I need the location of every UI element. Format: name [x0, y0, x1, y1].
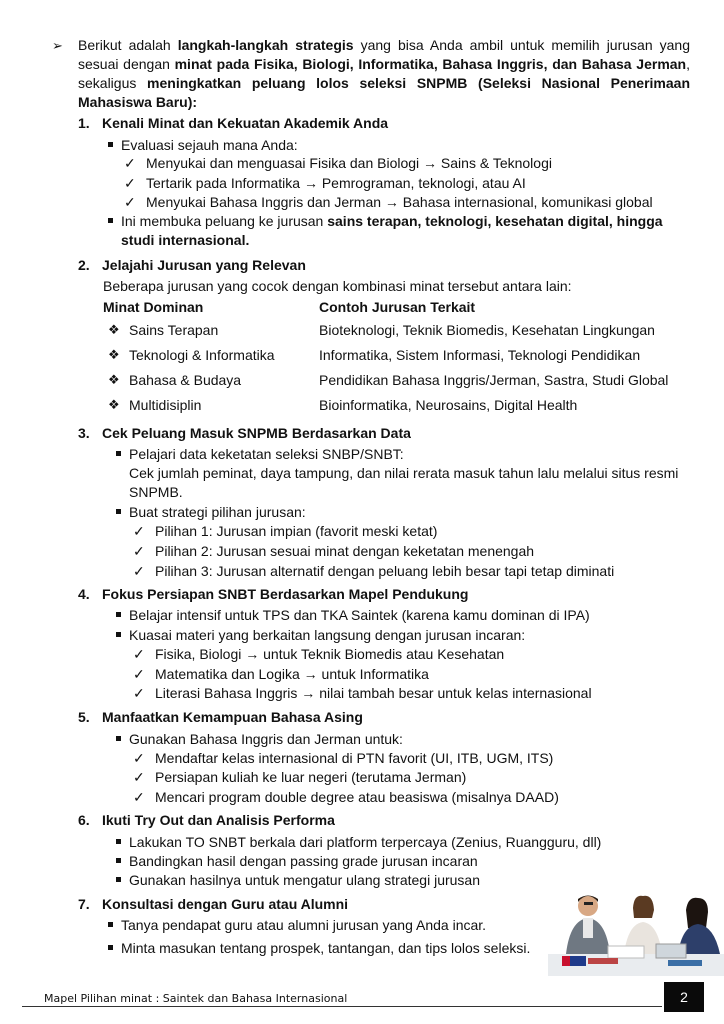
- check-icon: ✓: [133, 750, 145, 766]
- check-icon: ✓: [133, 523, 145, 539]
- bullet-text: Kuasai materi yang berkaitan langsung dengan jurusan incaran:: [129, 627, 526, 643]
- check-icon: ✓: [124, 175, 136, 191]
- check-item: Tertarik pada Informatika → Pemrograman, teknologi, atau AI: [146, 175, 526, 191]
- section-title: Manfaatkan Kemampuan Bahasa Asing: [102, 709, 363, 725]
- intro-paragraph: [78, 36, 690, 112]
- bullet-text: Evaluasi sejauh mana Anda:: [121, 137, 298, 153]
- check-item: Persiapan kuliah ke luar negeri (terutama Jerman): [155, 769, 467, 785]
- check-item: Pilihan 3: Jurusan alternatif dengan peluang lebih besar tapi tetap diminati: [155, 563, 615, 579]
- bullet-text: Gunakan Bahasa Inggris dan Jerman untuk:: [129, 731, 403, 747]
- section-number: 5.: [78, 709, 90, 725]
- check-icon: ✓: [133, 563, 145, 579]
- table-cell-minat: Bahasa & Budaya: [129, 372, 242, 388]
- square-bullet-icon: [116, 877, 121, 882]
- bullet-text: Gunakan hasilnya untuk mengatur ulang strategi jurusan: [129, 872, 480, 888]
- check-icon: ✓: [133, 769, 145, 785]
- square-bullet-icon: [116, 612, 121, 617]
- footer-divider: [22, 1006, 662, 1007]
- section-title: Ikuti Try Out dan Analisis Performa: [102, 812, 335, 828]
- bullet-text: Belajar intensif untuk TPS dan TKA Saintek (karena kamu dominan di IPA): [129, 607, 590, 623]
- intro-text: yang bisa Anda ambil untuk memilih jurusan yang sesuai dengan: [78, 37, 690, 72]
- table-cell-minat: Multidisiplin: [129, 397, 202, 413]
- check-item: Pilihan 2: Jurusan sesuai minat dengan keketatan menengah: [155, 543, 535, 559]
- footer-title: Mapel Pilihan minat : Saintek dan Bahasa Internasional: [44, 992, 348, 1005]
- check-icon: ✓: [124, 155, 136, 171]
- section-3-heading: [78, 424, 411, 442]
- intro-bold: langkah-langkah strategis: [177, 37, 354, 53]
- square-bullet-icon: [116, 736, 121, 741]
- section-number: 7.: [78, 896, 90, 912]
- diamond-bullet-icon: ❖: [108, 347, 120, 362]
- students-photo: [548, 888, 724, 976]
- check-icon: ✓: [133, 666, 145, 682]
- table-cell-minat: Teknologi & Informatika: [129, 347, 275, 363]
- table-cell-jurusan: Bioteknologi, Teknik Biomedis, Kesehatan Lingkungan: [319, 322, 655, 338]
- square-bullet-icon: [116, 451, 121, 456]
- diamond-bullet-icon: ❖: [108, 322, 120, 337]
- bullet-text-plain: Ini membuka peluang ke jurusan: [121, 213, 328, 229]
- intro-bold: minat pada Fisika, Biologi, Informatika, Bahasa Inggris, dan Bahasa Jerman: [174, 56, 687, 72]
- square-bullet-icon: [116, 509, 121, 514]
- square-bullet-icon: [116, 632, 121, 637]
- section-number: 6.: [78, 812, 90, 828]
- square-bullet-icon: [108, 945, 113, 950]
- section-number: 1.: [78, 115, 90, 131]
- check-icon: ✓: [133, 543, 145, 559]
- section-5-heading: [78, 708, 363, 726]
- section-4-heading: [78, 585, 468, 603]
- check-icon: ✓: [124, 194, 136, 210]
- check-item: Menyukai Bahasa Inggris dan Jerman → Bahasa internasional, komunikasi global: [146, 194, 653, 210]
- section-1-heading: [78, 114, 388, 132]
- section-2-heading: [78, 256, 306, 274]
- check-icon: ✓: [133, 789, 145, 805]
- table-cell-jurusan: Bioinformatika, Neurosains, Digital Health: [319, 397, 578, 413]
- section-number: 2.: [78, 257, 90, 273]
- table-cell-jurusan: Informatika, Sistem Informasi, Teknologi Pendidikan: [319, 347, 641, 363]
- section-title: Jelajahi Jurusan yang Relevan: [102, 257, 306, 273]
- square-bullet-icon: [116, 858, 121, 863]
- bullet-text: Cek jumlah peminat, daya tampung, dan nilai rerata masuk tahun lalu melalui situs resmi: [129, 465, 679, 481]
- section-number: 4.: [78, 586, 90, 602]
- check-item: Mencari program double degree atau beasiswa (misalnya DAAD): [155, 789, 559, 805]
- section-number: 3.: [78, 425, 90, 441]
- table-cell-minat: Sains Terapan: [129, 322, 219, 338]
- diamond-bullet-icon: ❖: [108, 372, 120, 387]
- bullet-text: Buat strategi pilihan jurusan:: [129, 504, 306, 520]
- intro-text: , sekaligus: [78, 56, 690, 91]
- check-item: Menyukai dan menguasai Fisika dan Biologi → Sains & Teknologi: [146, 155, 552, 171]
- bullet-text: Minta masukan tentang prospek, tantangan, dan tips lolos seleksi.: [121, 940, 531, 956]
- square-bullet-icon: [108, 142, 113, 147]
- intro-text: Berikut adalah: [78, 37, 178, 53]
- check-item: Matematika dan Logika → untuk Informatika: [155, 666, 429, 682]
- check-item: Literasi Bahasa Inggris → nilai tambah besar untuk kelas internasional: [155, 685, 592, 701]
- arrow-bullet-icon: ➢: [52, 38, 63, 53]
- bullet-text: Tanya pendapat guru atau alumni jurusan yang Anda incar.: [121, 917, 487, 933]
- section-title: Konsultasi dengan Guru atau Alumni: [102, 896, 349, 912]
- table-header-jurusan: Contoh Jurusan Terkait: [319, 299, 476, 315]
- section-title: Fokus Persiapan SNBT Berdasarkan Mapel Pendukung: [102, 586, 469, 602]
- bullet-text: Lakukan TO SNBT berkala dari platform terpercaya (Zenius, Ruangguru, dll): [129, 834, 602, 850]
- bullet-text: Bandingkan hasil dengan passing grade jurusan incaran: [129, 853, 478, 869]
- section-6-heading: [78, 811, 335, 829]
- check-icon: ✓: [133, 685, 145, 701]
- section-title: Kenali Minat dan Kekuatan Akademik Anda: [102, 115, 389, 131]
- bullet-text: Pelajari data keketatan seleksi SNBP/SNBT:: [129, 446, 404, 462]
- bullet-text-bold: studi internasional.: [121, 232, 250, 248]
- check-item: Pilihan 1: Jurusan impian (favorit meski ketat): [155, 523, 438, 539]
- check-item: Fisika, Biologi → untuk Teknik Biomedis atau Kesehatan: [155, 646, 505, 662]
- diamond-bullet-icon: ❖: [108, 397, 120, 412]
- section-7-heading: [78, 895, 348, 913]
- bullet-text-bold: sains terapan, teknologi, kesehatan digital, hingga: [327, 213, 663, 229]
- page-number: 2: [664, 982, 704, 1012]
- section-title: Cek Peluang Masuk SNPMB Berdasarkan Data: [102, 425, 411, 441]
- square-bullet-icon: [108, 922, 113, 927]
- table-cell-jurusan: Pendidikan Bahasa Inggris/Jerman, Sastra, Studi Global: [319, 372, 669, 388]
- table-header-minat: Minat Dominan: [103, 299, 204, 315]
- square-bullet-icon: [108, 218, 113, 223]
- square-bullet-icon: [116, 839, 121, 844]
- bullet-text: [121, 212, 663, 230]
- check-icon: ✓: [133, 646, 145, 662]
- section-description: Beberapa jurusan yang cocok dengan kombinasi minat tersebut antara lain:: [103, 278, 572, 294]
- bullet-text: SNPMB.: [129, 484, 183, 500]
- check-item: Mendaftar kelas internasional di PTN favorit (UI, ITB, UGM, ITS): [155, 750, 554, 766]
- intro-bold: meningkatkan peluang lolos seleksi SNPMB (Seleksi Nasional Penerimaan Mahasiswa Baru):: [78, 75, 690, 110]
